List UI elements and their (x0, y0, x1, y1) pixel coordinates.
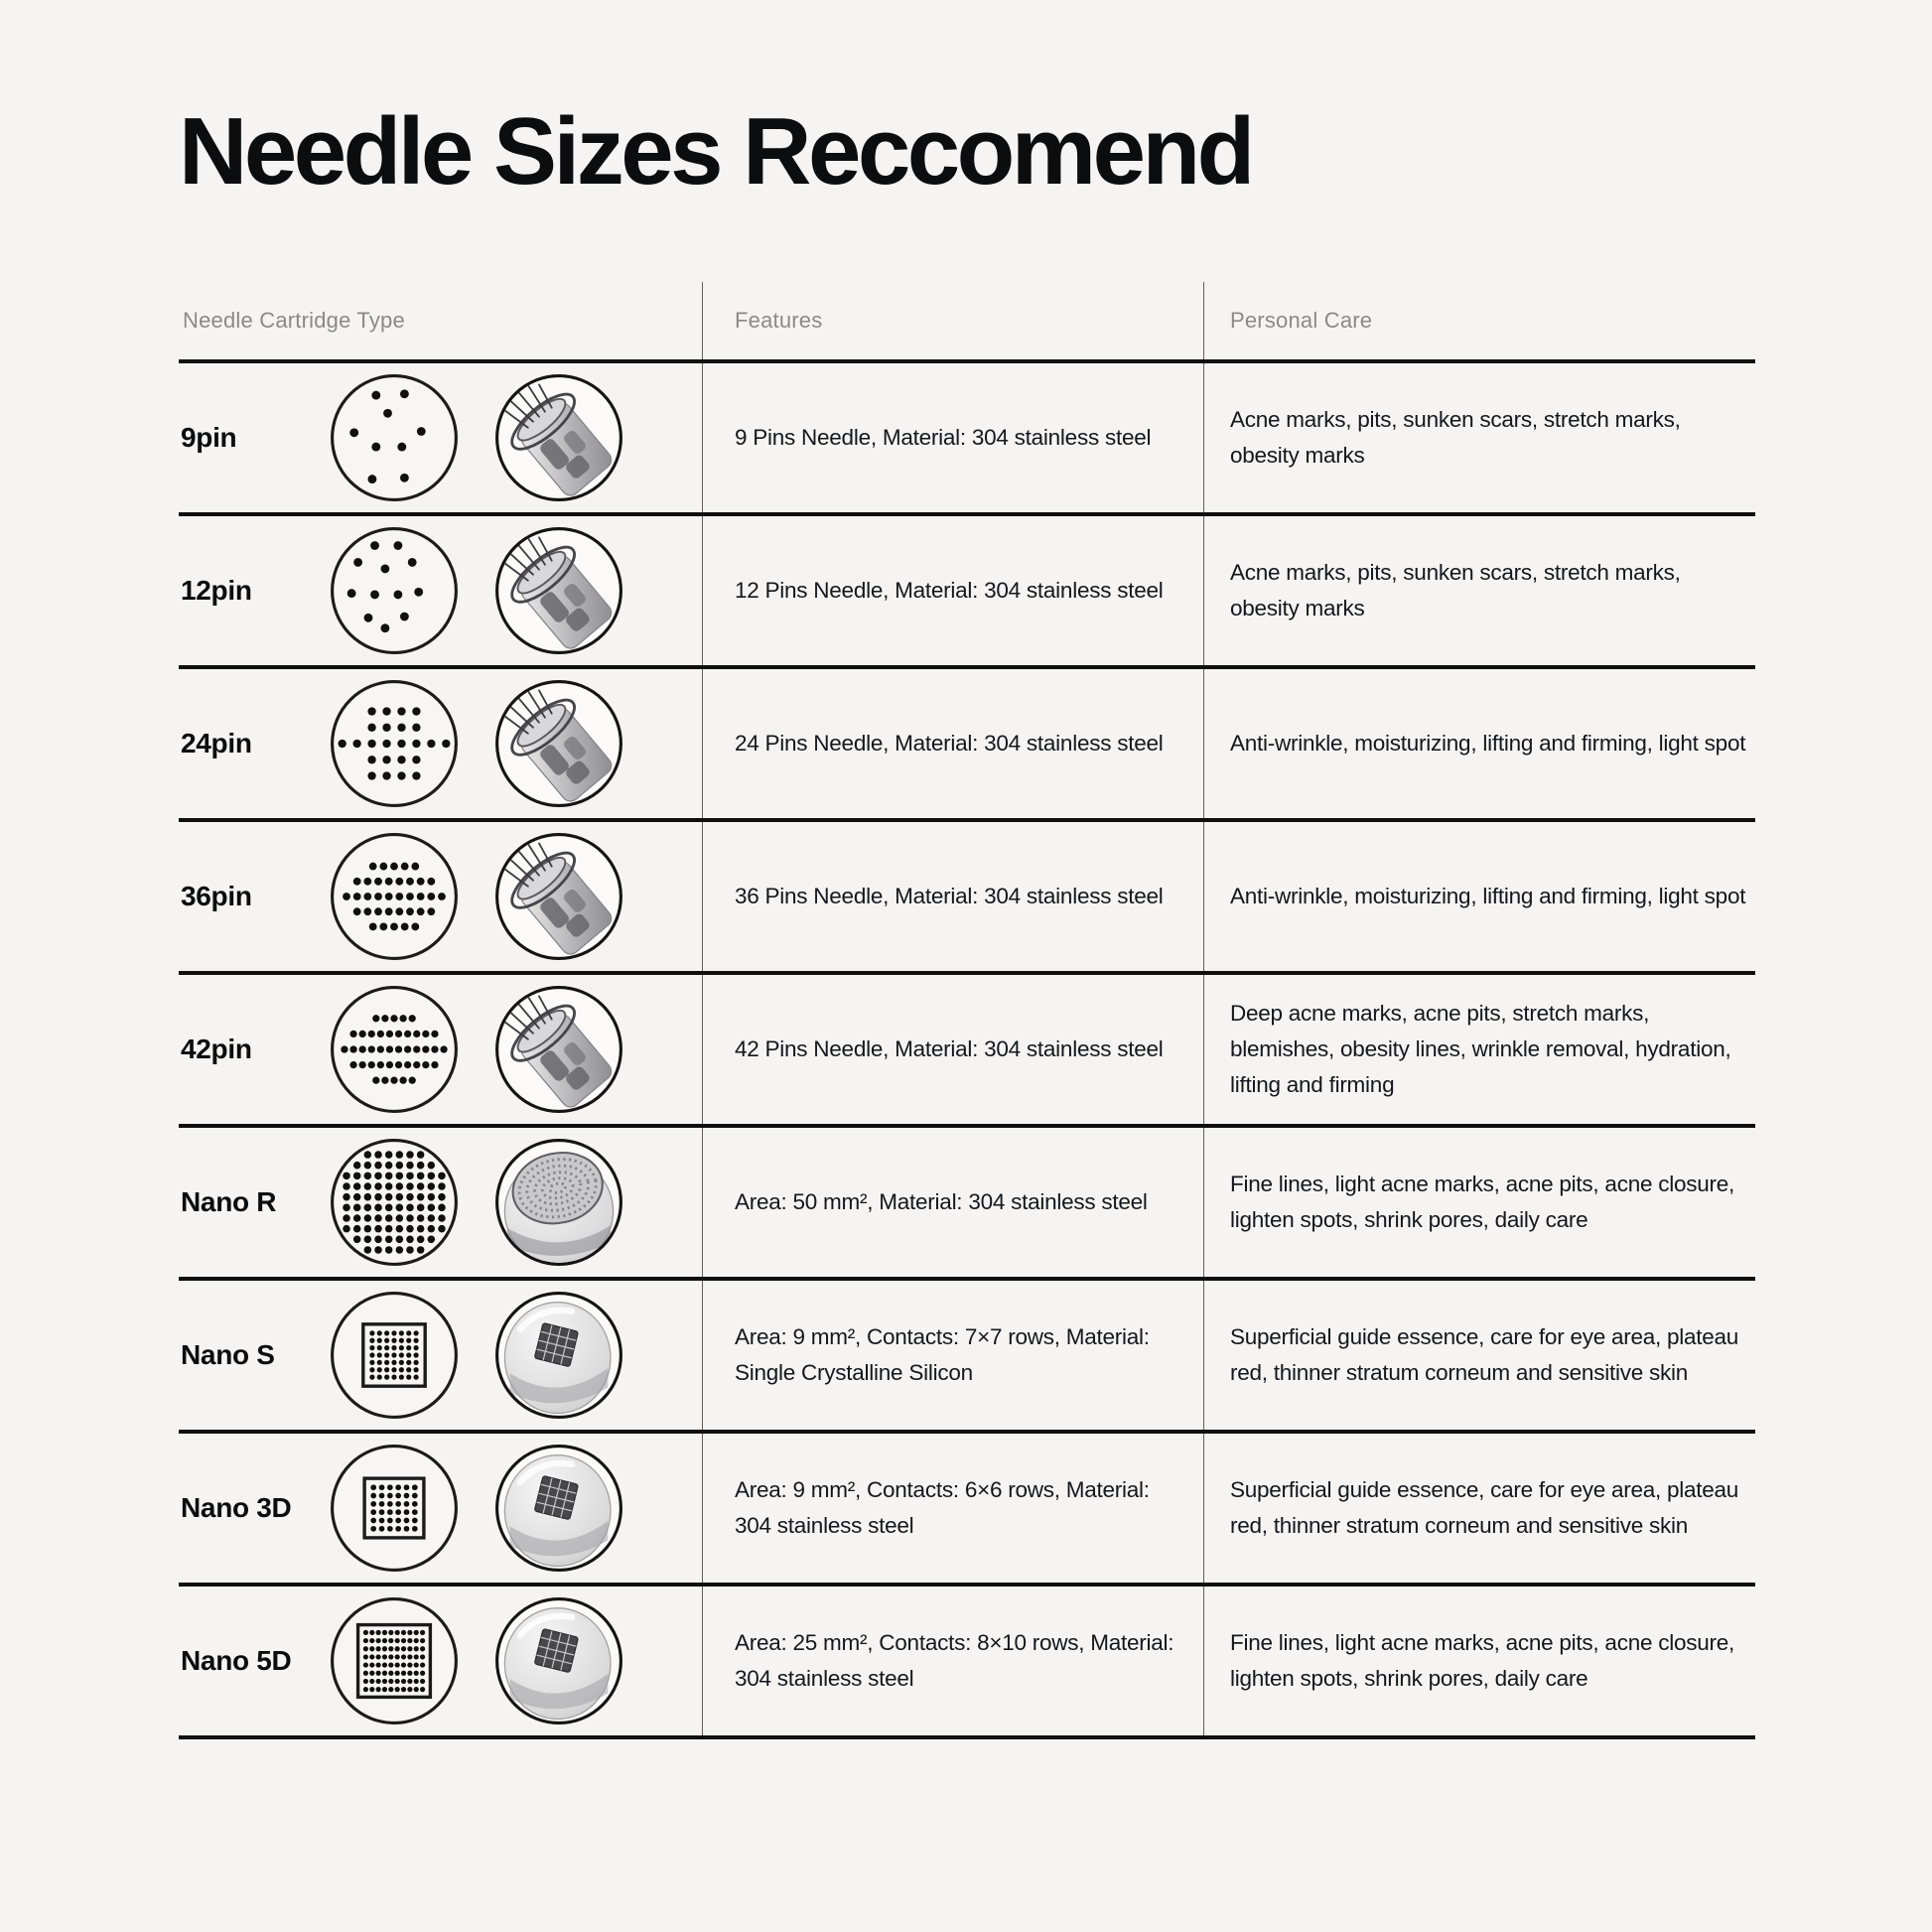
needle-size-table (179, 282, 1755, 1739)
features-cell (703, 516, 1204, 665)
features-cell (703, 669, 1204, 818)
personal-care-text: Acne marks, pits, sunken scars, stretch marks, obesity marks (1230, 407, 1681, 468)
cartridge-photo-icon (494, 526, 623, 655)
needle-type-label: 12pin (181, 575, 252, 606)
needle-dot-pattern-icon (330, 679, 459, 808)
features-cell (703, 1587, 1204, 1735)
features-cell (703, 363, 1204, 512)
table-row (179, 822, 1755, 975)
cartridge-photo-icon (494, 1138, 623, 1267)
personal-care-text: Superficial guide essence, care for eye area, plateau red, thinner stratum corneum and sensitive skin (1230, 1477, 1739, 1538)
column-header-personal-care: Personal Care (1230, 308, 1373, 333)
needle-type-cell (179, 1281, 703, 1430)
personal-care-cell (1204, 822, 1755, 971)
table-row (179, 363, 1755, 516)
table-row (179, 516, 1755, 669)
features-text: 42 Pins Needle, Material: 304 stainless steel (735, 1036, 1164, 1061)
features-cell (703, 1434, 1204, 1583)
needle-type-cell (179, 363, 703, 512)
needle-type-label: Nano R (181, 1186, 277, 1217)
needle-dot-pattern-icon (330, 832, 459, 961)
needle-type-cell (179, 669, 703, 818)
table-row (179, 1434, 1755, 1587)
cartridge-photo-icon (494, 373, 623, 502)
personal-care-text: Deep acne marks, acne pits, stretch marks, blemishes, obesity lines, wrinkle removal, hydration, lifting and firming (1230, 1001, 1731, 1097)
needle-dot-pattern-icon (330, 1138, 459, 1267)
features-text: Area: 50 mm², Material: 304 stainless steel (735, 1189, 1148, 1214)
table-row (179, 669, 1755, 822)
table-row (179, 1281, 1755, 1434)
needle-dot-pattern-icon (330, 1596, 459, 1725)
personal-care-cell (1204, 1128, 1755, 1277)
personal-care-text: Superficial guide essence, care for eye area, plateau red, thinner stratum corneum and sensitive skin (1230, 1324, 1739, 1385)
personal-care-cell (1204, 516, 1755, 665)
table-body (179, 363, 1755, 1739)
needle-type-cell (179, 1434, 703, 1583)
table-row (179, 975, 1755, 1128)
column-header-needle-cartridge-type: Needle Cartridge Type (179, 282, 703, 359)
table-row (179, 1587, 1755, 1739)
personal-care-cell (1204, 1281, 1755, 1430)
personal-care-cell (1204, 363, 1755, 512)
cartridge-photo-icon (494, 832, 623, 961)
needle-type-label: Nano S (181, 1339, 275, 1370)
cartridge-photo-icon (494, 985, 623, 1114)
needle-dot-pattern-icon (330, 373, 459, 502)
personal-care-text: Anti-wrinkle, moisturizing, lifting and firming, light spot (1230, 731, 1746, 756)
features-text: 36 Pins Needle, Material: 304 stainless steel (735, 884, 1164, 908)
features-text: Area: 25 mm², Contacts: 8×10 rows, Material: 304 stainless steel (735, 1630, 1174, 1691)
column-header-features: Features (703, 282, 1204, 359)
needle-type-label: 9pin (181, 422, 237, 453)
needle-type-cell (179, 1587, 703, 1735)
features-cell (703, 822, 1204, 971)
features-text: 12 Pins Needle, Material: 304 stainless steel (735, 578, 1164, 603)
table-row (179, 1128, 1755, 1281)
needle-type-label: 42pin (181, 1034, 252, 1064)
needle-type-label: Nano 3D (181, 1492, 292, 1523)
needle-type-cell (179, 516, 703, 665)
needle-type-label: 36pin (181, 881, 252, 911)
cartridge-photo-icon (494, 679, 623, 808)
personal-care-cell (1204, 1434, 1755, 1583)
personal-care-text: Fine lines, light acne marks, acne pits, acne closure, lighten spots, shrink pores, daily care (1230, 1630, 1734, 1691)
cartridge-photo-icon (494, 1596, 623, 1725)
features-text: Area: 9 mm², Contacts: 6×6 rows, Material: 304 stainless steel (735, 1477, 1150, 1538)
cartridge-photo-icon (494, 1444, 623, 1573)
table-header-row (179, 282, 1755, 363)
personal-care-text: Anti-wrinkle, moisturizing, lifting and firming, light spot (1230, 884, 1746, 908)
needle-dot-pattern-icon (330, 1444, 459, 1573)
features-cell (703, 1128, 1204, 1277)
needle-dot-pattern-icon (330, 526, 459, 655)
features-cell (703, 1281, 1204, 1430)
features-text: 24 Pins Needle, Material: 304 stainless steel (735, 731, 1164, 756)
needle-type-cell (179, 975, 703, 1124)
needle-dot-pattern-icon (330, 1291, 459, 1420)
personal-care-cell (1204, 1587, 1755, 1735)
personal-care-cell (1204, 975, 1755, 1124)
personal-care-text: Fine lines, light acne marks, acne pits, acne closure, lighten spots, shrink pores, daily care (1230, 1172, 1734, 1232)
needle-type-label: 24pin (181, 728, 252, 759)
personal-care-text: Acne marks, pits, sunken scars, stretch marks, obesity marks (1230, 560, 1681, 621)
features-cell (703, 975, 1204, 1124)
needle-dot-pattern-icon (330, 985, 459, 1114)
needle-type-label: Nano 5D (181, 1645, 292, 1676)
features-text: Area: 9 mm², Contacts: 7×7 rows, Material: Single Crystalline Silicon (735, 1324, 1150, 1385)
cartridge-photo-icon (494, 1291, 623, 1420)
page-title: Needle Sizes Reccomend (179, 98, 1252, 205)
needle-type-cell (179, 1128, 703, 1277)
personal-care-cell (1204, 669, 1755, 818)
needle-type-cell (179, 822, 703, 971)
features-text: 9 Pins Needle, Material: 304 stainless steel (735, 425, 1152, 450)
